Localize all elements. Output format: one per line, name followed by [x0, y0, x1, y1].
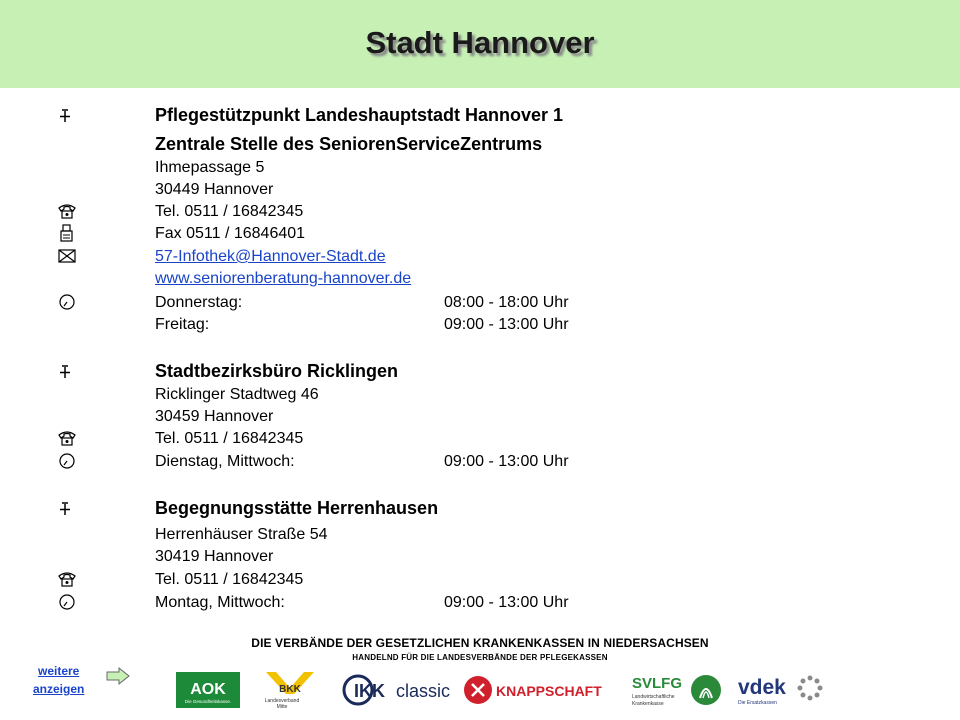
section-2-hours-days-1: Dienstag, Mittwoch:: [155, 453, 295, 470]
cross-icon: [56, 106, 78, 126]
knappschaft-logo-text: KNAPPSCHAFT: [496, 683, 602, 699]
bkk-logo: [256, 670, 324, 710]
arrow-right-icon[interactable]: [106, 666, 130, 686]
section-1-email-link[interactable]: 57-Infothek@Hannover-Stadt.de: [155, 248, 386, 265]
section-2-city: 30459 Hannover: [155, 408, 274, 425]
ikk-logo-ikk: IKK: [354, 681, 385, 701]
section-3-street: Herrenhäuser Straße 54: [155, 526, 328, 543]
svlfg-logo-text: SVLFG: [632, 675, 683, 692]
vdek-logo-sub: Die Ersatzkassen: [738, 700, 777, 706]
more-link[interactable]: [33, 662, 84, 698]
section-3-hours-time-1: 09:00 - 13:00 Uhr: [444, 594, 569, 611]
section-1-hours-days-1: Donnerstag:: [155, 294, 243, 311]
phone-icon: [56, 201, 78, 221]
fax-icon: [56, 223, 78, 243]
vdek-logo: [736, 670, 826, 710]
phone-icon: [56, 428, 78, 448]
ikk-logo-classic: classic: [396, 681, 451, 701]
section-1-city: 30449 Hannover: [155, 181, 274, 198]
section-1-subtitle: Zentrale Stelle des SeniorenServiceZentrums: [155, 134, 543, 154]
section-1-hours-time-1: 08:00 - 18:00 Uhr: [444, 294, 569, 311]
ikk-classic-logo: [342, 670, 451, 710]
section-3-hours-days-1: Montag, Mittwoch:: [155, 594, 285, 611]
header-banner: [0, 0, 960, 88]
section-1-name: Pflegestützpunkt Landeshauptstadt Hannover 1: [155, 105, 564, 125]
svlfg-logo-sub2: Krankenkasse: [632, 701, 664, 707]
clock-icon: [56, 292, 78, 312]
section-2-phone: Tel. 0511 / 16842345: [155, 430, 304, 447]
svlfg-logo-sub1: Landwirtschaftliche: [632, 694, 675, 700]
svlfg-logo: [630, 670, 726, 710]
section-1-hours-days-2: Freitag:: [155, 316, 210, 333]
section-3-city: 30419 Hannover: [155, 548, 274, 565]
section-2-hours-time-1: 09:00 - 13:00 Uhr: [444, 453, 569, 470]
aok-logo-sub: Die Gesundheitskasse.: [184, 699, 232, 704]
footer-subheading: HANDELND FÜR DIE LANDESVERBÄNDE DER PFLEGEKASSEN: [352, 653, 608, 662]
page-title: Stadt Hannover: [365, 25, 595, 60]
clock-icon: [56, 451, 78, 471]
section-1-website-link[interactable]: www.seniorenberatung-hannover.de: [155, 270, 412, 287]
bkk-logo-sub2: Mitte: [276, 704, 288, 710]
knappschaft-logo: [462, 670, 612, 710]
bkk-logo-sub1: Landesverband: [264, 698, 300, 704]
footer-heading: DIE VERBÄNDE DER GESETZLICHEN KRANKENKASSEN IN NIEDERSACHSEN: [251, 636, 709, 650]
section-2-street: Ricklinger Stadtweg 46: [155, 386, 319, 403]
vdek-logo-text: vdek: [738, 676, 786, 699]
clock-icon: [56, 592, 78, 612]
aok-logo: [176, 670, 240, 710]
phone-icon: [56, 569, 78, 589]
more-link-line-2: anzeigen: [33, 682, 85, 696]
section-3-phone: Tel. 0511 / 16842345: [155, 571, 304, 588]
aok-logo-text: AOK: [190, 681, 226, 698]
envelope-icon: [56, 246, 78, 266]
bkk-logo-text: BKK: [279, 684, 301, 695]
cross-icon: [56, 499, 78, 519]
section-1-phone: Tel. 0511 / 16842345: [155, 203, 304, 220]
cross-icon: [56, 362, 78, 382]
section-1-fax: Fax 0511 / 16846401: [155, 225, 306, 242]
section-1-street: Ihmepassage 5: [155, 159, 265, 176]
more-link-line-1: weitere: [38, 664, 80, 678]
section-2-name: Stadtbezirksbüro Ricklingen: [155, 361, 399, 381]
section-3-name: Begegnungsstätte Herrenhausen: [155, 498, 439, 518]
section-1-hours-time-2: 09:00 - 13:00 Uhr: [444, 316, 569, 333]
